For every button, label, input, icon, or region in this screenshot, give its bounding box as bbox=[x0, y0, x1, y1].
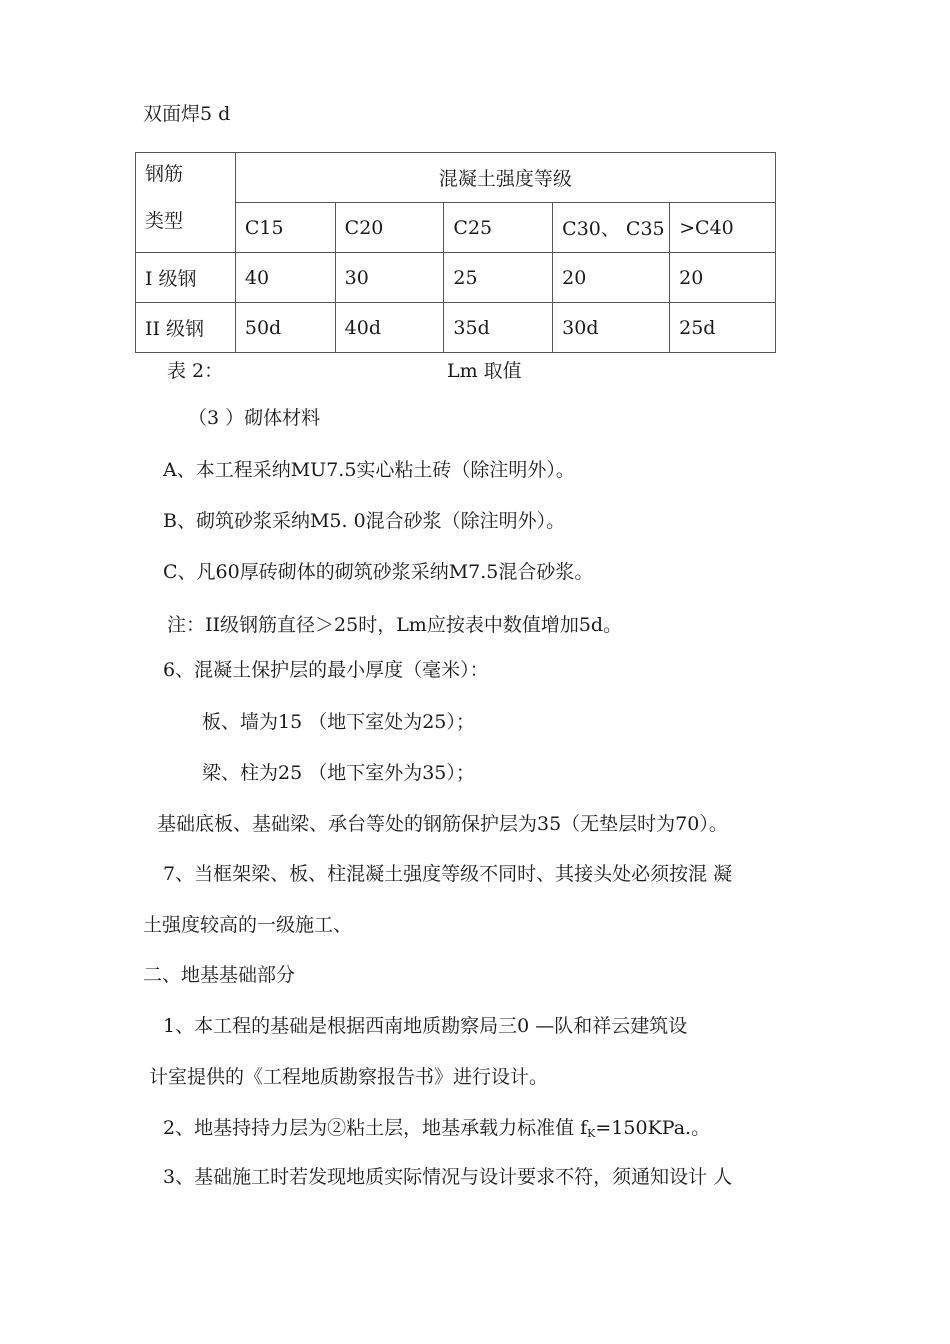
cover-beam: 梁、柱为25 （地下室外为35）； bbox=[202, 762, 475, 784]
value-cell: 25d bbox=[670, 303, 776, 353]
grade-header: 混凝土强度等级 bbox=[235, 153, 775, 203]
grade-cell: C30、 C35 bbox=[553, 203, 670, 253]
rebar-type-line1: 钢筋 bbox=[145, 163, 184, 185]
grade-cell: C20 bbox=[335, 203, 444, 253]
cover-slab: 板、墙为15 （地下室处为25）； bbox=[202, 711, 475, 733]
value-cell: 20 bbox=[670, 253, 776, 303]
value-cell: 40d bbox=[335, 303, 444, 353]
table-row bbox=[136, 303, 776, 353]
grade-cell: C25 bbox=[444, 203, 553, 253]
value-cell: 25 bbox=[444, 253, 553, 303]
masonry-title: （3 ）砌体材料 bbox=[188, 407, 321, 429]
section-2-title: 二、地基基础部分 bbox=[143, 964, 296, 986]
note-line: 注：II级钢筋直径＞25时，Lm应按表中数值增加5d。 bbox=[167, 614, 623, 636]
cover-foundation: 基础底板、基础梁、承台等处的钢筋保护层为35（无垫层时为70）。 bbox=[157, 813, 728, 835]
rebar-type-header bbox=[136, 153, 236, 253]
cover-title: 6、混凝土保护层的最小厚度（毫米）： bbox=[163, 659, 489, 681]
row-type-cell: II 级钢 bbox=[136, 303, 236, 353]
foundation-item-2 bbox=[163, 1119, 710, 1139]
value-cell: 40 bbox=[235, 253, 335, 303]
masonry-item-b: B、砌筑砂浆采纳M5. 0混合砂浆（除注明外）。 bbox=[163, 510, 566, 532]
foundation-item-2-subscript: K bbox=[587, 1127, 596, 1140]
rebar-type-line2: 类型 bbox=[145, 210, 184, 232]
joint-line-1: 7、当框架梁、板、柱混凝土强度等级不同时、其接头处必须按混 凝 bbox=[163, 863, 733, 885]
foundation-item-1-line-1: 1、本工程的基础是根据西南地质勘察局三0 —队和祥云建筑设 bbox=[163, 1015, 688, 1037]
top-line: 双面焊5 d bbox=[143, 103, 231, 125]
table-caption-label: 表 2： bbox=[167, 360, 224, 382]
table-header-row bbox=[136, 153, 776, 203]
value-cell: 30 bbox=[335, 253, 444, 303]
foundation-item-2-prefix: 2、地基持持力层为②粘土层，地基承载力标准值 f bbox=[163, 1117, 588, 1139]
table-caption-title: Lm 取值 bbox=[447, 360, 522, 382]
value-cell: 50d bbox=[235, 303, 335, 353]
foundation-item-1-line-2: 计室提供的《工程地质勘察报告书》进行设计。 bbox=[149, 1066, 549, 1088]
masonry-item-c: C、凡60厚砖砌体的砌筑砂浆采纳M7.5混合砂浆。 bbox=[163, 561, 594, 583]
value-cell: 20 bbox=[553, 253, 670, 303]
value-cell: 30d bbox=[553, 303, 670, 353]
masonry-item-a: A、本工程采纳MU7.5实心粘土砖（除注明外）。 bbox=[163, 459, 575, 481]
foundation-item-2-suffix: =150KPa.。 bbox=[595, 1117, 711, 1139]
row-type-cell: I 级钢 bbox=[136, 253, 236, 303]
table-row bbox=[136, 253, 776, 303]
value-cell: 35d bbox=[444, 303, 553, 353]
foundation-item-3: 3、基础施工时若发现地质实际情况与设计要求不符，须通知设计 人 bbox=[163, 1166, 733, 1188]
grade-cell: C15 bbox=[235, 203, 335, 253]
joint-line-2: 土强度较高的一级施工、 bbox=[143, 914, 353, 936]
grade-cell: >C40 bbox=[670, 203, 776, 253]
lm-table bbox=[135, 152, 776, 353]
